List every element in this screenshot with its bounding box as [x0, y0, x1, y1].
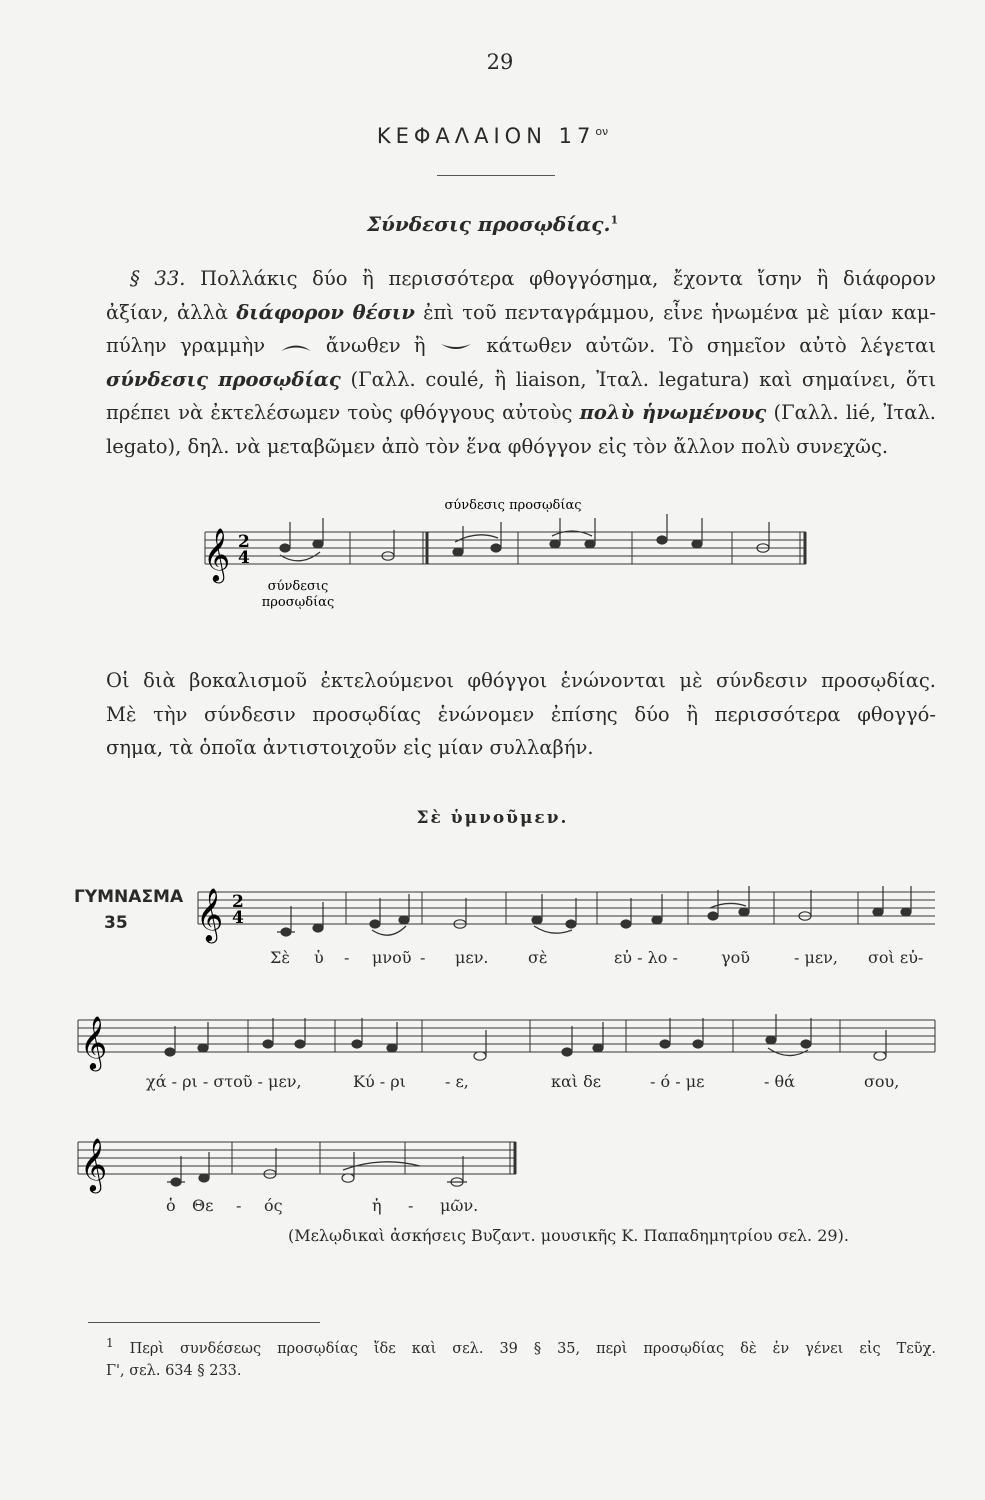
- paragraph-line: Οἱ διὰ βοκαλισμοῦ ἐκτελούμενοι φθόγγοι ἑνώνονται μὲ σύνδεσιν προσῳδίας.: [106, 669, 936, 692]
- section-number: § 33.: [130, 267, 186, 290]
- note-head: [263, 1040, 273, 1048]
- note-head: [766, 1036, 776, 1044]
- song-staff-3: [0, 1126, 985, 1198]
- paragraph-line: Μὲ τὴν σύνδεσιν προσῳδίας ἑνώνομεν ἐπίσης δύο ἢ περισσότερα φθογγό-: [106, 702, 936, 726]
- line-text: Πολλάκις δύο ἢ περισσότερα φθογγόσημα, ἔχοντα ἴσην ἢ διάφορον: [200, 267, 936, 290]
- paragraph-line: [106, 329, 936, 363]
- slur-below-icon: [439, 340, 473, 354]
- lyric-syllable: -: [344, 948, 350, 967]
- note-head: [281, 928, 291, 936]
- lyric-syllable: σοὶ εὐ-: [868, 948, 924, 967]
- exercise-label-text: ΓΥΜΝΑΣΜΑ: [74, 887, 184, 907]
- lyric-syllable: Θε: [192, 1196, 214, 1215]
- note-head: [532, 916, 542, 924]
- lyric-syllable: Κύ - ρι: [353, 1072, 406, 1091]
- note-head: [550, 540, 560, 548]
- chapter-title-text: ΚΕΦΑΛΑΙΟΝ 17: [376, 124, 596, 148]
- lyric-syllable: - ό - με: [650, 1072, 705, 1091]
- note-head: [199, 1174, 209, 1182]
- line-text: ἐπὶ τοῦ πενταγράμμου, εἶνε ἡνωμένα μὲ μίαν καμ-: [423, 300, 937, 324]
- note-head: [370, 920, 380, 928]
- slur-label-top: σύνδεσις προσῳδίας: [444, 498, 582, 513]
- slur-label-bottom-2: προσῳδίας: [261, 595, 335, 610]
- note-head: [585, 540, 595, 548]
- title-rule: [437, 175, 555, 176]
- song-staff-1: [0, 870, 985, 950]
- note-head: [352, 1040, 362, 1048]
- lyric-syllable: εὐ - λο -: [614, 948, 678, 967]
- note-head: [739, 908, 749, 916]
- slur-label-bottom-1: σύνδεσις: [267, 579, 329, 594]
- exercise-number: 35: [104, 913, 128, 933]
- section-heading-footnote-mark: 1: [610, 213, 619, 227]
- note-head: [171, 1178, 181, 1186]
- note-head: [491, 544, 501, 552]
- time-signature-bottom: 4: [232, 908, 244, 928]
- slur-above-icon: [279, 340, 313, 354]
- lyric-syllable: ὑ: [314, 948, 324, 967]
- note-head: [295, 1040, 305, 1048]
- treble-clef-icon: 𝄞: [80, 1015, 108, 1069]
- lyric-syllable: Σὲ: [270, 948, 290, 967]
- chapter-title: [0, 124, 985, 148]
- emphasis-text: σύνδεσις προσῳδίας: [106, 367, 341, 391]
- note-head: [708, 912, 718, 920]
- line-text: κάτωθεν αὐτῶν. Τὸ σημεῖον αὐτὸ λέγεται: [486, 334, 936, 357]
- slur-example-staff: [0, 480, 985, 620]
- lyric-syllable: καὶ δε: [551, 1072, 602, 1091]
- footnote-text: Περὶ συνδέσεως προσῳδίας ἴδε καὶ σελ. 39 § 35, περὶ προσῳδίας δὲ ἐν γένει εἰς Τεῦχ.: [129, 1340, 936, 1357]
- note-head: [652, 916, 662, 924]
- paragraph-line: [106, 296, 936, 330]
- lyric-syllable: -: [408, 1196, 414, 1215]
- slur-mark: [534, 926, 572, 933]
- note-head: [562, 1048, 572, 1056]
- note-head: [198, 1044, 208, 1052]
- lyric-syllable: σου,: [864, 1072, 900, 1091]
- line-text: (Γαλλ. coulé, ἢ liaison, Ἰταλ. legatura) καὶ σημαίνει, ὅτι: [350, 367, 936, 391]
- line-text: ἀξίαν, ἀλλὰ: [106, 300, 229, 324]
- note-head: [342, 1174, 354, 1182]
- lyric-syllable: ὁ: [166, 1196, 176, 1215]
- note-head: [165, 1048, 175, 1056]
- note-head: [387, 1044, 397, 1052]
- lyric-syllable: -: [420, 948, 426, 967]
- line-text: ἄνωθεν ἢ: [325, 334, 426, 357]
- note-head: [692, 540, 702, 548]
- paragraph-line: [106, 363, 936, 397]
- lyric-syllable: ός: [264, 1196, 283, 1215]
- lyric-syllable: -: [236, 1196, 242, 1215]
- note-head: [657, 536, 667, 544]
- emphasis-text: διάφορον θέσιν: [236, 300, 415, 324]
- treble-clef-icon: 𝄞: [196, 887, 224, 941]
- note-head: [660, 1040, 670, 1048]
- emphasis-text: πολὺ ἡνωμένους: [579, 401, 767, 424]
- lyric-syllable: - μεν,: [794, 948, 838, 967]
- slur-mark: [455, 535, 498, 542]
- footnote: [106, 1332, 936, 1382]
- note-head: [453, 548, 463, 556]
- lyric-syllable: χά - ρι - στοῦ - μεν,: [146, 1072, 302, 1091]
- footnote-mark: 1: [106, 1336, 114, 1350]
- note-head: [693, 1040, 703, 1048]
- note-head: [280, 544, 290, 552]
- lyric-syllable: γοῦ: [721, 948, 750, 967]
- lyric-syllable: - ε,: [445, 1072, 469, 1091]
- song-title: Σὲ ὑμνοῦμεν.: [416, 808, 569, 828]
- note-head: [621, 920, 631, 928]
- page-number: 29: [486, 50, 514, 74]
- line-text: (Γαλλ. lié, Ἰταλ.: [773, 401, 936, 424]
- line-text: πύλην γραμμὴν: [106, 334, 266, 357]
- note-head: [593, 1044, 603, 1052]
- note-head: [873, 908, 883, 916]
- note-head: [313, 540, 323, 548]
- note-head: [313, 924, 323, 932]
- lyric-syllable: μνοῦ: [372, 948, 412, 967]
- lyric-syllable: - θά: [764, 1072, 795, 1091]
- note-head: [566, 920, 576, 928]
- treble-clef-icon: 𝄞: [80, 1137, 108, 1191]
- lyric-syllable: σὲ: [528, 948, 548, 967]
- note-head: [474, 1052, 486, 1060]
- second-paragraph: [106, 664, 936, 765]
- main-paragraph: [106, 262, 936, 463]
- time-signature-top: 2: [238, 532, 250, 552]
- lyric-syllable: μῶν.: [440, 1196, 479, 1215]
- paragraph-line: [106, 262, 936, 296]
- slur-mark: [710, 903, 746, 908]
- lyric-syllable: μεν.: [455, 948, 489, 967]
- citation: (Μελῳδικαὶ ἀσκήσεις Βυζαντ. μουσικῆς Κ. Παπαδημητρίου σελ. 29).: [288, 1226, 849, 1245]
- time-signature-bottom: 4: [238, 548, 250, 568]
- song-staff-2: [0, 1004, 985, 1074]
- paragraph-line: [106, 396, 936, 430]
- section-heading: [0, 212, 985, 236]
- treble-clef-icon: 𝄞: [203, 527, 231, 581]
- note-head: [399, 916, 409, 924]
- lyric-syllable: ἡ: [372, 1196, 382, 1215]
- note-head: [874, 1052, 886, 1060]
- line-text: πρέπει νὰ ἐκτελέσωμεν τοὺς φθόγγους αὐτοὺς: [106, 401, 573, 424]
- footnote-line: Γ', σελ. 634 § 233.: [106, 1362, 242, 1379]
- paragraph-line: legato), δηλ. νὰ μεταβῶμεν ἀπὸ τὸν ἕνα φθόγγον εἰς τὸν ἄλλον πολὺ συνεχῶς.: [106, 434, 889, 458]
- footnote-rule: [88, 1322, 320, 1323]
- time-signature-top: 2: [232, 892, 244, 912]
- note-head: [901, 908, 911, 916]
- section-heading-text: Σύνδεσις προσῳδίας.: [366, 212, 611, 236]
- paragraph-line: σημα, τὰ ὁποῖα ἀντιστοιχοῦν εἰς μίαν συλλαβήν.: [106, 736, 594, 759]
- note-head: [801, 1040, 811, 1048]
- footnote-line: [106, 1332, 936, 1360]
- chapter-title-suffix: ον: [595, 125, 609, 138]
